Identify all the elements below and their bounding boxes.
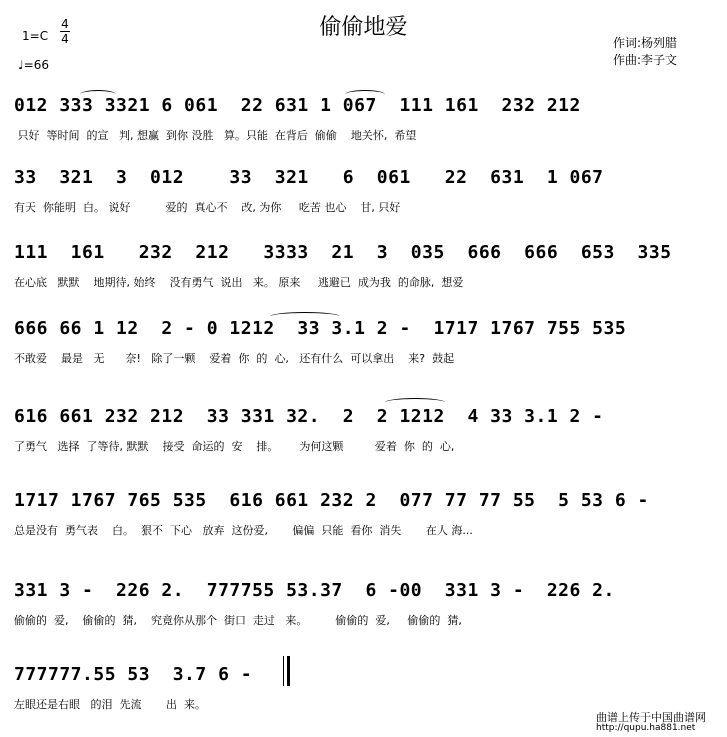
notation-line: 33 321 3 012 33 321 6 061 22 631 1 067 xyxy=(14,167,604,188)
source-line: 曲谱上传于中国曲谱网 xyxy=(596,711,706,724)
slur-arc xyxy=(385,398,445,407)
time-signature-top: 4 xyxy=(61,17,69,31)
time-signature-bottom: 4 xyxy=(61,32,69,46)
lyrics-line: 只好 等时间 的宣 判, 想赢 到你 没胜 算。只能 在背后 偷偷 地关怀, 希望 xyxy=(14,129,417,142)
source-url: http://qupu.ha881.net xyxy=(596,723,696,733)
lyrics-line: 偷偷的 爱, 偷偷的 猜, 究竟你从那个 街口 走过 来。 偷偷的 爱, 偷偷的 猜, xyxy=(14,614,462,627)
slur-arc xyxy=(80,90,116,99)
lyrics-line: 总是没有 勇气表 白。 狠不 下心 放弃 这份爱, 偏偏 只能 看你 消失 在人 海... xyxy=(14,524,473,537)
song-title: 偷偷地爱 xyxy=(319,15,408,40)
lyrics-line: 左眼还是右眼 的泪 先流 出 来。 xyxy=(14,698,206,711)
lyrics-line: 有天 你能明 白。 说好 爱的 真心不 改, 为你 吃苦 也心 甘, 只好 xyxy=(14,201,401,214)
notation-line: 1717 1767 765 535 616 661 232 2 077 77 77 55 5 53 6 - xyxy=(14,490,649,511)
time-signature xyxy=(60,18,70,45)
source-watermark xyxy=(596,712,706,734)
lyrics-line: 了勇气 选择 了等待, 默默 接受 命运的 安 排。 为何这颗 爱着 你 的 心, xyxy=(14,440,455,453)
notation-line: 666 66 1 12 2 - 0 1212 33 3.1 2 - 1717 1767 755 535 xyxy=(14,318,627,339)
notation-line: 616 661 232 212 33 331 32. 2 2 1212 4 33 3.1 2 - xyxy=(14,406,604,427)
final-barline-thick xyxy=(287,656,290,686)
credits xyxy=(613,35,677,69)
notation-line: 111 161 232 212 3333 21 3 035 666 666 653 335 xyxy=(14,242,672,263)
tempo-marking: ♩=66 xyxy=(18,58,49,72)
lyricist: 作词:杨列腊 xyxy=(613,36,678,50)
key-signature: 1=C xyxy=(22,29,49,43)
notation-line: 012 333 3321 6 061 22 631 1 067 111 161 232 212 xyxy=(14,95,581,116)
slur-arc xyxy=(270,312,340,321)
notation-line: 777777.55 53 3.7 6 - xyxy=(14,664,253,685)
lyrics-line: 不敢爱 最是 无 奈! 除了一颗 爱着 你 的 心, 还有什么 可以拿出 来? 鼓起 xyxy=(14,352,455,365)
notation-line: 331 3 - 226 2. 777755 53.37 6 -00 331 3 - 226 2. xyxy=(14,580,615,601)
lyrics-line: 在心底 默默 地期待, 始终 没有勇气 说出 来。 原来 逃避已 成为我 的命脉, 想爱 xyxy=(14,276,464,289)
final-barline xyxy=(283,656,284,686)
composer: 作曲:李子文 xyxy=(613,53,678,67)
slur-arc xyxy=(345,90,385,99)
